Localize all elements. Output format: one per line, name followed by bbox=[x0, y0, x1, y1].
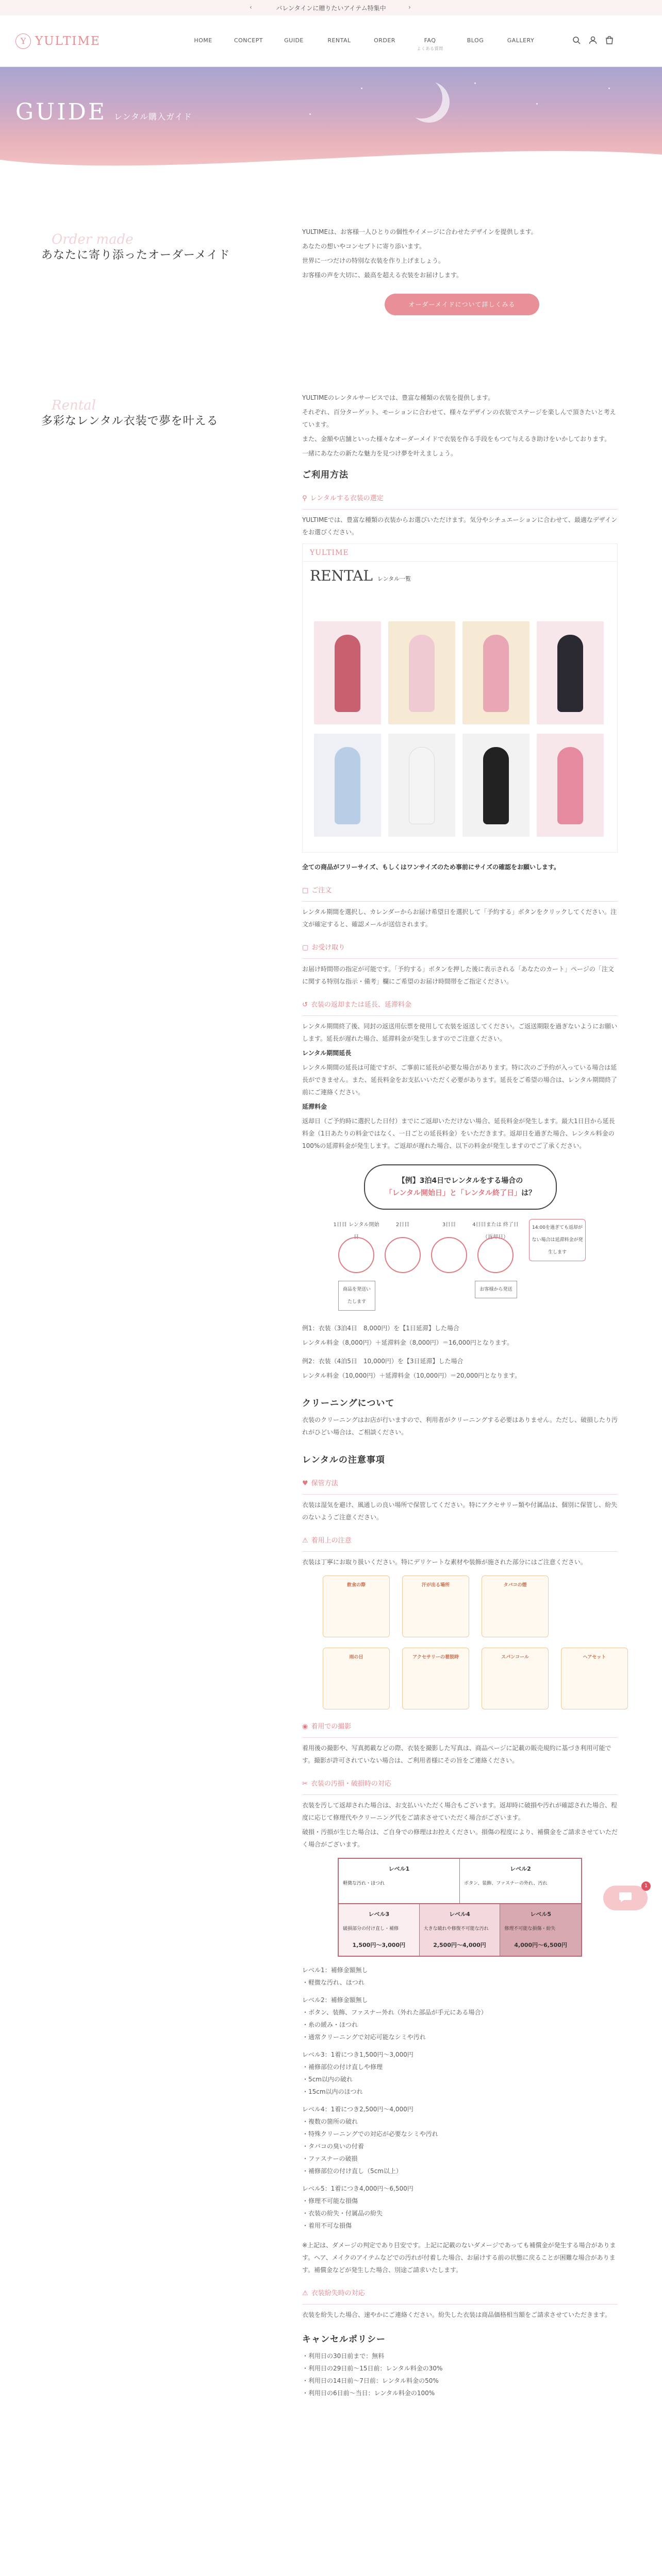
camera-icon: ◉ bbox=[302, 1723, 308, 1731]
rental-card[interactable] bbox=[314, 734, 381, 837]
search-icon[interactable] bbox=[572, 36, 581, 47]
main-nav bbox=[180, 37, 543, 52]
day1-circle bbox=[338, 1237, 374, 1273]
return-icon: ↺ bbox=[302, 1001, 308, 1009]
order-detail-button[interactable]: オーダーメイドについて詳しくみる bbox=[385, 294, 539, 315]
rental-card[interactable] bbox=[462, 621, 529, 724]
attention-label: 汗が出る場所 bbox=[421, 1583, 450, 1588]
note4-title: 衣装の汚損・破損時の対応 bbox=[310, 1780, 391, 1788]
day4-circle bbox=[477, 1237, 514, 1273]
level-line: ・修理不可能な損傷 bbox=[302, 2197, 358, 2205]
level-line: ・補修部位の付け直しや修理 bbox=[302, 2063, 383, 2071]
step4-heading bbox=[302, 995, 618, 1016]
late-text: 返却日（ご予約時に選択した日付）までにご返却いただけない場合、延長料金が発生します。最大1日目から延長料金（1日あたりの料金ではなく、一日ごとの延長料金）をいただきます。返却日を過ぎた場合、レンタル料金の100%の延滞料金が発生します。ご返却が遅れた場合、以下の料金が発生しますのでご了承ください。 bbox=[302, 1117, 615, 1149]
note3-heading bbox=[302, 1717, 618, 1738]
damage-row bbox=[339, 1859, 581, 1904]
heart-icon: ♥ bbox=[302, 1480, 308, 1487]
damage-level-table bbox=[338, 1858, 582, 1957]
costume-figure bbox=[335, 747, 360, 824]
cleaning-title: クリーニングについて bbox=[302, 1398, 395, 1409]
order-paragraph: 世界に一つだけの特別な衣装を作り上げましょう。 bbox=[302, 257, 445, 264]
level-line: ・15cm以内のほつれ bbox=[302, 2088, 363, 2095]
level-head: レベル5：1着につき4,000円〜6,500円 bbox=[302, 2185, 413, 2192]
announcement-bar bbox=[0, 0, 662, 15]
level-line: ・タバコの臭いの付着 bbox=[302, 2143, 364, 2150]
search-icon: ⚲ bbox=[302, 495, 307, 502]
cancel-item: ・利用日の14日前〜7日前：レンタル料金の50% bbox=[302, 2377, 439, 2384]
damage-price: 4,000円〜6,500円 bbox=[514, 1942, 567, 1948]
note-late: 14:00を過ぎても返却がない場合は延滞料金が発生します bbox=[529, 1219, 586, 1261]
logo-text: YULTIME bbox=[35, 34, 101, 48]
step3-text: お届け時間帯の指定が可能です。「予約する」ボタンを押した後に表示される「あなたのカート」ページの「注文に関する特別な指示・備考」欄にご希望のお届け時間帯をご指定ください。 bbox=[302, 965, 614, 985]
note2-text: 衣装は丁寧にお取り扱いください。特にデリケートな素材や装飾が施された部分にはご注意ください。 bbox=[302, 1558, 587, 1566]
cancel-item: ・利用日の29日前〜15日前：レンタル料金の30% bbox=[302, 2365, 443, 2372]
cancel-item: ・利用日の30日前まで：無料 bbox=[302, 2352, 385, 2360]
day2-circle bbox=[385, 1237, 421, 1273]
damage-desc: 修理不可能な損傷・紛失 bbox=[504, 1926, 556, 1931]
box-icon: ▢ bbox=[302, 944, 309, 952]
step2-heading bbox=[302, 880, 618, 902]
usage-title: ご利用方法 bbox=[302, 470, 349, 480]
level-line: ・着用不可な損傷 bbox=[302, 2222, 352, 2229]
level-head: レベル1：補修金額無し bbox=[302, 1967, 368, 1974]
star-decoration bbox=[361, 88, 362, 89]
question-post: は？ bbox=[521, 1189, 536, 1197]
question-highlight: 「レンタル開始日」と「レンタル終了日」 bbox=[385, 1189, 522, 1197]
attention-label: アクセサリーの着脱時 bbox=[412, 1655, 459, 1660]
nav-label: ORDER bbox=[374, 37, 395, 44]
rental-card[interactable] bbox=[462, 734, 529, 837]
rental-heading-block bbox=[41, 398, 258, 428]
cart-icon[interactable] bbox=[605, 36, 614, 47]
note4-text: 衣装を汚して返却された場合は、お支払いいただく場合もございます。返却時に破損や汚れが確認された場合、程度に応じて修理代やクリーニング代をご請求させていただく場合がございます。 bbox=[302, 1802, 618, 1821]
attention-cell bbox=[482, 1575, 549, 1637]
question-bubble bbox=[364, 1164, 557, 1210]
rental-card[interactable] bbox=[537, 621, 604, 724]
note1-heading bbox=[302, 1473, 618, 1495]
nav-order[interactable] bbox=[362, 37, 407, 52]
level-line: ・通常クリーニングで対応可能なシミや汚れ bbox=[302, 2033, 426, 2041]
step4-title: 衣装の返却または延長、延滞料金 bbox=[310, 1001, 411, 1009]
chevron-right-icon[interactable]: › bbox=[408, 4, 411, 11]
attention-label: タバコの煙 bbox=[503, 1583, 527, 1588]
rental-shot-title-ja: レンタル一覧 bbox=[377, 575, 411, 582]
note5-text: 破損・汚損が生じた場合は、ご自身での修理はお控えください。損傷の程度により、補償金をご請求させていただく場合がございます。 bbox=[302, 1828, 618, 1848]
page-title bbox=[15, 99, 192, 125]
nav-label: RENTAL bbox=[327, 37, 351, 44]
nav-blog[interactable] bbox=[453, 37, 498, 52]
damage-cell bbox=[420, 1904, 501, 1956]
note6-text: 衣装を紛失した場合、速やかにご連絡ください。紛失した衣装は商品価格相当額をご請求させていただきます。 bbox=[302, 2311, 611, 2318]
example1-line: 例1：衣装（3泊4日 8,000円）を【1日延滞】した場合 bbox=[302, 1325, 459, 1332]
rental-shot-title bbox=[310, 567, 411, 585]
extend-head: レンタル期間延長 bbox=[302, 1049, 352, 1057]
order-script: Order made bbox=[52, 232, 134, 247]
day3-circle bbox=[431, 1237, 467, 1273]
step3-heading bbox=[302, 938, 618, 959]
level-line: ・特殊クリーニングでの対応が必要なシミや汚れ bbox=[302, 2130, 438, 2138]
attention-label: スパンコール bbox=[501, 1655, 529, 1660]
account-icon[interactable] bbox=[589, 36, 597, 47]
order-heading: あなたに寄り添ったオーダーメイド bbox=[41, 249, 230, 262]
nav-gallery[interactable] bbox=[498, 37, 543, 52]
rental-card[interactable] bbox=[388, 734, 455, 837]
damage-cell bbox=[339, 1904, 420, 1956]
rental-heading: 多彩なレンタル衣装で夢を叶える bbox=[41, 415, 219, 428]
damage-level: レベル5 bbox=[530, 1911, 551, 1918]
question-pre: 【例】3泊4日でレンタルをする場合の bbox=[398, 1177, 523, 1185]
rental-card[interactable] bbox=[314, 621, 381, 724]
star-decoration bbox=[608, 88, 610, 89]
costume-figure bbox=[335, 635, 360, 712]
level-line: ・ボタン、装飾、ファスナー外れ（外れた部品が手元にある場合） bbox=[302, 2009, 487, 2016]
star-decoration bbox=[536, 103, 538, 105]
order-heading-block bbox=[41, 232, 258, 262]
nav-home[interactable] bbox=[180, 37, 226, 52]
size-note: 全ての商品がフリーサイズ、もしくはワンサイズのため事前にサイズの確認をお願いします。 bbox=[302, 863, 560, 871]
damage-footnote: ※上記は、ダメージの判定であり目安です。上記に記載のないダメージであっても補償金が発生する場合があります。ヘア、メイクのアイテムなどでの汚れが付着した場合、お届けする前の状態に戻ることが困難な場合があります。補償金などが発生した場合、別途ご請求いたします。 bbox=[302, 2242, 616, 2274]
day2-label: 2日目 bbox=[395, 1222, 410, 1228]
notes-title: レンタルの注意事項 bbox=[302, 1455, 385, 1465]
level-line: ・複数の箇所の破れ bbox=[302, 2118, 358, 2125]
attention-cell bbox=[561, 1575, 628, 1637]
damage-desc: 軽微な汚れ・ほつれ bbox=[343, 1881, 385, 1886]
attention-label: 雨の日 bbox=[349, 1655, 363, 1660]
page-title-en: GUIDE bbox=[15, 99, 107, 125]
rental-screenshot bbox=[302, 544, 618, 853]
note6-title: 衣装紛失時の対応 bbox=[311, 2290, 365, 2297]
rental-paragraph: また、金額や店舗といった様々なオーダーメイドで衣装を作る手段をもつて与えるき助けをいかしております。 bbox=[302, 435, 611, 443]
note-ship: 商品を発送いたします bbox=[338, 1281, 375, 1311]
costume-figure bbox=[409, 635, 435, 712]
step1-text: YULTIMEでは、豊富な種類の衣装からお選びいただけます。気分やシチュエーションに合わせて、最適なデザインをお選びください。 bbox=[302, 516, 618, 536]
day1-label: 1日目 レンタル開始日 bbox=[333, 1222, 379, 1240]
order-paragraph: YULTIMEは、お客様一人ひとりの個性やイメージに合わせたデザインを提供します。 bbox=[302, 228, 537, 235]
damage-cell bbox=[460, 1859, 581, 1903]
attention-cell bbox=[323, 1575, 390, 1637]
nav-faq[interactable] bbox=[407, 37, 453, 52]
example2-line: レンタル料金（10,000円）＋延滞料金（10,000円）＝20,000円となります。 bbox=[302, 1372, 521, 1379]
step2-text: レンタル期間を選択し、カレンダーからお届け希望日を選択して「予約する」ボタンをクリックしてください。注文が確定すると、確認メールが送信されます。 bbox=[302, 908, 617, 928]
nav-label: GALLERY bbox=[507, 37, 535, 44]
attention-cell bbox=[323, 1648, 390, 1709]
rental-paragraph: YULTIMEのレンタルサービスでは、豊富な種類の衣装を提供します。 bbox=[302, 394, 494, 401]
level-line: ・5cm以内の破れ bbox=[302, 2076, 353, 2083]
note2-heading bbox=[302, 1531, 618, 1552]
costume-figure bbox=[483, 747, 509, 824]
rental-shot-title-en: RENTAL bbox=[310, 567, 373, 584]
nav-sub: よくある質問 bbox=[417, 46, 443, 51]
note3-text: 着用後の撮影や、写真掲載などの際、衣装を撮影した写真は、商品ページに記載の販売規約に基づき利用可能です。撮影が許可されていない場合は、ご利用者様にその旨をご連絡ください。 bbox=[302, 1744, 611, 1764]
damage-price: 2,500円〜4,000円 bbox=[433, 1942, 486, 1948]
damage-desc: 破損部分の付け直し・補修 bbox=[343, 1926, 399, 1931]
damage-cell bbox=[339, 1859, 460, 1903]
damage-level: レベル1 bbox=[388, 1866, 410, 1872]
announcement-text[interactable]: バレンタインに贈りたいアイテム特集中 bbox=[276, 4, 386, 12]
level-head: レベル2：補修金額無し bbox=[302, 1996, 368, 2004]
step3-title: お受け取り bbox=[311, 944, 345, 952]
nav-label: HOME bbox=[194, 37, 212, 44]
damage-level: レベル2 bbox=[510, 1866, 531, 1872]
day4-label: 4日目または 終了日（返却日） bbox=[472, 1222, 519, 1240]
nav-rental[interactable] bbox=[317, 37, 362, 52]
rental-card-grid bbox=[314, 621, 604, 837]
damage-price: 1,500円〜3,000円 bbox=[352, 1942, 406, 1948]
warning-icon: ⚠ bbox=[302, 1537, 308, 1545]
nav-label: CONCEPT bbox=[234, 37, 263, 44]
costume-figure bbox=[557, 635, 583, 712]
damage-desc: 大きな破れや修復不可能な汚れ bbox=[423, 1926, 489, 1931]
costume-figure bbox=[557, 747, 583, 824]
level-head: レベル4：1着につき2,500円〜4,000円 bbox=[302, 2106, 413, 2113]
level-line: ・ファスナーの破損 bbox=[302, 2155, 358, 2162]
example1-line: レンタル料金（8,000円）＋延滞料金（8,000円）＝16,000円となります。 bbox=[302, 1339, 513, 1346]
header-icons bbox=[572, 36, 614, 47]
alert-icon: ⚠ bbox=[302, 2290, 308, 2297]
costume-figure bbox=[483, 635, 509, 712]
cart-icon: □ bbox=[302, 887, 309, 894]
rental-card[interactable] bbox=[388, 621, 455, 724]
attention-cell bbox=[561, 1648, 628, 1709]
order-body bbox=[302, 226, 618, 315]
step4-text: レンタル期間終了後、同封の返送用伝票を使用して衣装を返送してください。ご返送期限を過ぎないようにお願いします。延長が遅れた場合、延滞料金が発生しますのでご注意ください。 bbox=[302, 1023, 618, 1042]
step2-title: ご注文 bbox=[311, 887, 332, 894]
example2-line: 例2：衣装（4泊5日 10,000円）を【3日延滞】した場合 bbox=[302, 1358, 464, 1365]
damage-level-list bbox=[302, 1964, 618, 2232]
chevron-left-icon[interactable]: ‹ bbox=[250, 4, 252, 11]
cancel-list bbox=[302, 2350, 618, 2399]
damage-level: レベル4 bbox=[449, 1911, 470, 1918]
attention-label: 飲食の際 bbox=[346, 1583, 366, 1588]
rental-card[interactable] bbox=[537, 734, 604, 837]
attention-label: ヘアセット bbox=[583, 1655, 606, 1660]
level-line: ・軽微な汚れ、ほつれ bbox=[302, 1979, 365, 1986]
moon-illustration bbox=[401, 77, 442, 118]
attention-grid bbox=[323, 1575, 618, 1709]
note-return: お客様から発送 bbox=[475, 1281, 517, 1298]
level-head: レベル3：1着につき1,500円〜3,000円 bbox=[302, 2051, 413, 2058]
star-decoration bbox=[309, 113, 311, 115]
attention-cell bbox=[482, 1648, 549, 1709]
order-paragraph: あなたの想いやコンセプトに寄り添います。 bbox=[302, 243, 426, 250]
rental-body bbox=[302, 392, 618, 2399]
hero-wave bbox=[0, 139, 662, 174]
nav-concept[interactable] bbox=[226, 37, 271, 52]
order-paragraph: お客様の声を大切に、最高を超える衣装をお届けします。 bbox=[302, 272, 463, 279]
note2-title: 着用上の注意 bbox=[311, 1537, 352, 1545]
scissors-icon: ✂ bbox=[302, 1780, 308, 1788]
attention-cell bbox=[402, 1575, 469, 1637]
extend-text: レンタル期間の延長は可能ですが、ご事前に延長が必要な場合があります。特に次のご予約が入っている場合は延長ができません。また、延長料金をお支払いいただく必要があります。延長をご希望の場合は、レンタル期間終了前にご連絡ください。 bbox=[302, 1064, 617, 1096]
rental-shot-logo: YULTIME bbox=[303, 544, 617, 562]
level-line: ・補修部位の付け直し（5cm以上） bbox=[302, 2167, 402, 2175]
star-decoration bbox=[474, 82, 476, 84]
rental-script: Rental bbox=[52, 398, 96, 413]
site-header bbox=[0, 15, 662, 67]
damage-level: レベル3 bbox=[368, 1911, 390, 1918]
nav-label: FAQ bbox=[424, 37, 436, 44]
hero-banner bbox=[0, 67, 662, 174]
level-line: ・衣装の紛失・付属品の紛失 bbox=[302, 2210, 383, 2217]
note1-text: 衣装は湿気を避け、風通しの良い場所で保管してください。特にアクセサリー類や付属品は、個別に保管し、紛失のないようご注意ください。 bbox=[302, 1501, 618, 1521]
note4-heading bbox=[302, 1774, 618, 1795]
level-line: ・糸の緩み・ほつれ bbox=[302, 2021, 358, 2028]
page-title-ja: レンタル購入ガイド bbox=[114, 112, 192, 122]
step1-heading bbox=[302, 488, 618, 510]
logo-mark: Y bbox=[15, 33, 31, 49]
cancel-item: ・利用日の6日前〜当日：レンタル料金の100% bbox=[302, 2389, 435, 2397]
rental-paragraph: それぞれ、百分ターゲット、モーションに合わせて、様々なデザインの衣装でステージを楽しんで頂きたいと考えています。 bbox=[302, 409, 616, 428]
cleaning-text: 衣装のクリーニングはお店が行いますので、利用者がクリーニングする必要はありません。ただし、破損したり汚れがひどい場合は、ご相談ください。 bbox=[302, 1416, 618, 1436]
damage-desc: ボタン、装飾、ファスナーの外れ、汚れ bbox=[464, 1881, 548, 1886]
rental-period-illustration bbox=[302, 1162, 618, 1317]
note3-title: 着用での撮影 bbox=[311, 1723, 352, 1731]
costume-figure bbox=[409, 747, 435, 824]
rental-paragraph: 一緒にあなたの新たな魅力を見つけ夢を叶えましょう。 bbox=[302, 450, 457, 457]
nav-label: GUIDE bbox=[284, 37, 304, 44]
chat-icon bbox=[619, 1891, 632, 1905]
attention-cell bbox=[402, 1648, 469, 1709]
chat-badge: 1 bbox=[641, 1882, 651, 1891]
nav-label: BLOG bbox=[467, 37, 484, 44]
cancel-title: キャンセルポリシー bbox=[302, 2334, 386, 2345]
step1-title: レンタルする衣装の選定 bbox=[310, 495, 384, 502]
nav-guide[interactable] bbox=[271, 37, 317, 52]
late-head: 延滞料金 bbox=[302, 1103, 327, 1110]
day3-label: 3日目 bbox=[442, 1222, 456, 1228]
chat-button[interactable] bbox=[603, 1886, 648, 1910]
logo[interactable] bbox=[15, 33, 101, 49]
damage-row bbox=[339, 1904, 581, 1956]
note6-heading bbox=[302, 2283, 618, 2304]
damage-cell bbox=[500, 1904, 581, 1956]
note1-title: 保管方法 bbox=[311, 1480, 338, 1487]
